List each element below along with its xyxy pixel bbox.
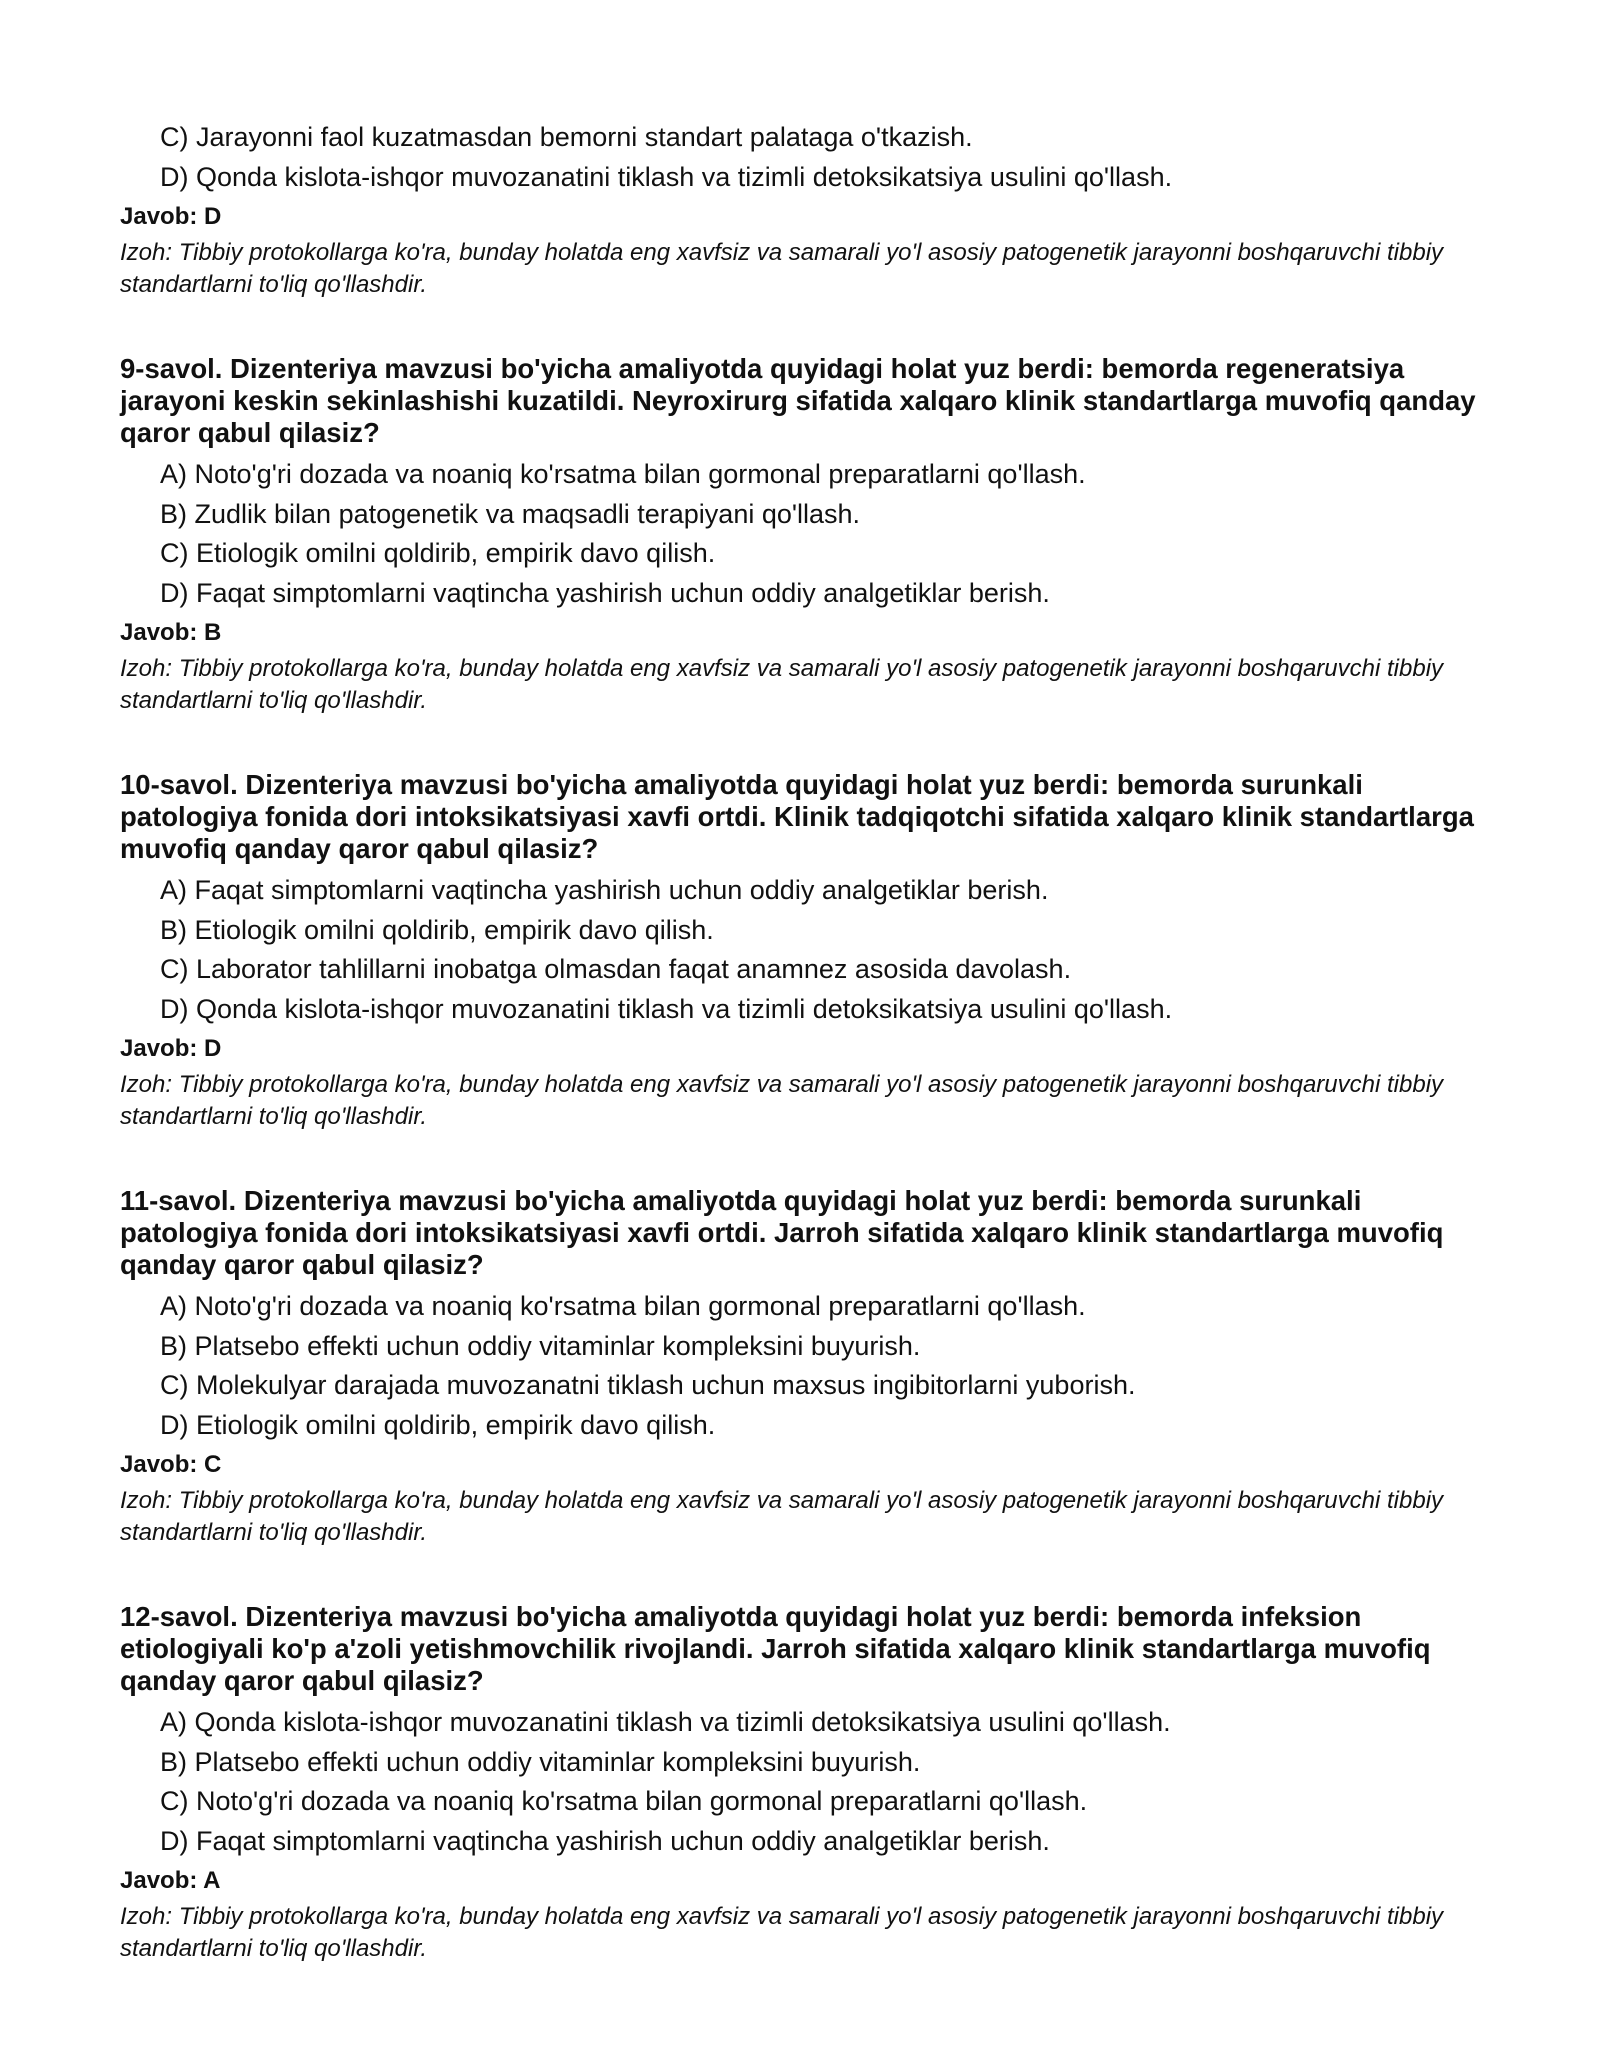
option-b: B) Platsebo effekti uchun oddiy vitaminlar kompleksini buyurish. bbox=[160, 1746, 921, 1777]
answer-label: Javob: B bbox=[120, 619, 222, 646]
option-list bbox=[120, 1703, 1480, 1861]
option-c: C) Noto'g'ri dozada va noaniq ko'rsatma bilan gormonal preparatlarni qo'llash. bbox=[160, 1786, 1088, 1816]
option-c: C) Laborator tahlillarni inobatga olmasdan faqat anamnez asosida davolash. bbox=[160, 954, 1072, 984]
answer-label: Javob: A bbox=[120, 1867, 221, 1894]
option-c: C) Molekulyar darajada muvozanatni tiklash uchun maxsus ingibitorlarni yuborish. bbox=[160, 1370, 1136, 1400]
option-d: D) Faqat simptomlarni vaqtincha yashirish uchun oddiy analgetiklar berish. bbox=[160, 1825, 1050, 1856]
answer-label: Javob: D bbox=[120, 203, 222, 230]
option-d: D) Etiologik omilni qoldirib, empirik davo qilish. bbox=[160, 1409, 716, 1440]
explanation-text: Izoh: Tibbiy protokollarga ko'ra, bunday holatda eng xavfsiz va samarali yo'l asosiy patogenetik jarayonni boshqaruvchi tibbiy standartlarni to'liq qo'llashdir. bbox=[120, 239, 1444, 298]
answer-label: Javob: C bbox=[120, 1451, 222, 1478]
option-d: D) Qonda kislota-ishqor muvozanatini tiklash va tizimli detoksikatsiya usulini qo'llash. bbox=[160, 993, 1173, 1024]
option-c: C) Jarayonni faol kuzatmasdan bemorni standart palataga o'tkazish. bbox=[160, 122, 973, 152]
option-list bbox=[120, 455, 1480, 613]
option-b: B) Etiologik omilni qoldirib, empirik davo qilish. bbox=[160, 914, 714, 945]
option-a: A) Noto'g'ri dozada va noaniq ko'rsatma bilan gormonal preparatlarni qo'llash. bbox=[160, 1291, 1086, 1321]
question-10 bbox=[120, 769, 1480, 1133]
explanation-text: Izoh: Tibbiy protokollarga ko'ra, bunday holatda eng xavfsiz va samarali yo'l asosiy patogenetik jarayonni boshqaruvchi tibbiy standartlarni to'liq qo'llashdir. bbox=[120, 655, 1444, 714]
question-title: 10-savol. Dizenteriya mavzusi bo'yicha amaliyotda quyidagi holat yuz berdi: bemorda surunkali patologiya fonida dori intoksikatsiyasi xavfi ortdi. Klinik tadqiqotchi sifatida xalqaro klinik standartlarga muvofiq qanday qaror qabul qilasiz? bbox=[120, 769, 1474, 864]
explanation-text: Izoh: Tibbiy protokollarga ko'ra, bunday holatda eng xavfsiz va samarali yo'l asosiy patogenetik jarayonni boshqaruvchi tibbiy standartlarni to'liq qo'llashdir. bbox=[120, 1903, 1444, 1962]
option-d: D) Qonda kislota-ishqor muvozanatini tiklash va tizimli detoksikatsiya usulini qo'llash. bbox=[160, 161, 1173, 192]
question-12 bbox=[120, 1601, 1480, 1965]
document-page bbox=[120, 118, 1480, 1965]
question-carryover bbox=[120, 118, 1480, 301]
option-c: C) Etiologik omilni qoldirib, empirik davo qilish. bbox=[160, 538, 716, 568]
option-list bbox=[120, 871, 1480, 1029]
question-title: 9-savol. Dizenteriya mavzusi bo'yicha amaliyotda quyidagi holat yuz berdi: bemorda regeneratsiya jarayoni keskin sekinlashishi kuzatildi. Neyroxirurg sifatida xalqaro klinik standartlarga muvofiq qanday qaror qabul qilasiz? bbox=[120, 353, 1476, 448]
question-title: 11-savol. Dizenteriya mavzusi bo'yicha amaliyotda quyidagi holat yuz berdi: bemorda surunkali patologiya fonida dori intoksikatsiyasi xavfi ortdi. Jarroh sifatida xalqaro klinik standartlarga muvofiq qanday qaror qabul qilasiz? bbox=[120, 1185, 1444, 1280]
option-list bbox=[120, 118, 1480, 197]
option-a: A) Noto'g'ri dozada va noaniq ko'rsatma bilan gormonal preparatlarni qo'llash. bbox=[160, 459, 1086, 489]
question-title: 12-savol. Dizenteriya mavzusi bo'yicha amaliyotda quyidagi holat yuz berdi: bemorda infeksion etiologiyali ko'p a'zoli yetishmovchilik rivojlandi. Jarroh sifatida xalqaro klinik standartlarga muvofiq qanday qaror qabul qilasiz? bbox=[120, 1601, 1431, 1696]
option-d: D) Faqat simptomlarni vaqtincha yashirish uchun oddiy analgetiklar berish. bbox=[160, 577, 1050, 608]
option-list bbox=[120, 1287, 1480, 1445]
answer-label: Javob: D bbox=[120, 1035, 222, 1062]
question-9 bbox=[120, 353, 1480, 717]
option-b: B) Platsebo effekti uchun oddiy vitaminlar kompleksini buyurish. bbox=[160, 1330, 921, 1361]
option-a: A) Faqat simptomlarni vaqtincha yashirish uchun oddiy analgetiklar berish. bbox=[160, 875, 1049, 905]
explanation-text: Izoh: Tibbiy protokollarga ko'ra, bunday holatda eng xavfsiz va samarali yo'l asosiy patogenetik jarayonni boshqaruvchi tibbiy standartlarni to'liq qo'llashdir. bbox=[120, 1487, 1444, 1546]
explanation-text: Izoh: Tibbiy protokollarga ko'ra, bunday holatda eng xavfsiz va samarali yo'l asosiy patogenetik jarayonni boshqaruvchi tibbiy standartlarni to'liq qo'llashdir. bbox=[120, 1071, 1444, 1130]
question-11 bbox=[120, 1185, 1480, 1549]
option-b: B) Zudlik bilan patogenetik va maqsadli terapiyani qo'llash. bbox=[160, 498, 861, 529]
option-a: A) Qonda kislota-ishqor muvozanatini tiklash va tizimli detoksikatsiya usulini qo'llash. bbox=[160, 1707, 1171, 1737]
